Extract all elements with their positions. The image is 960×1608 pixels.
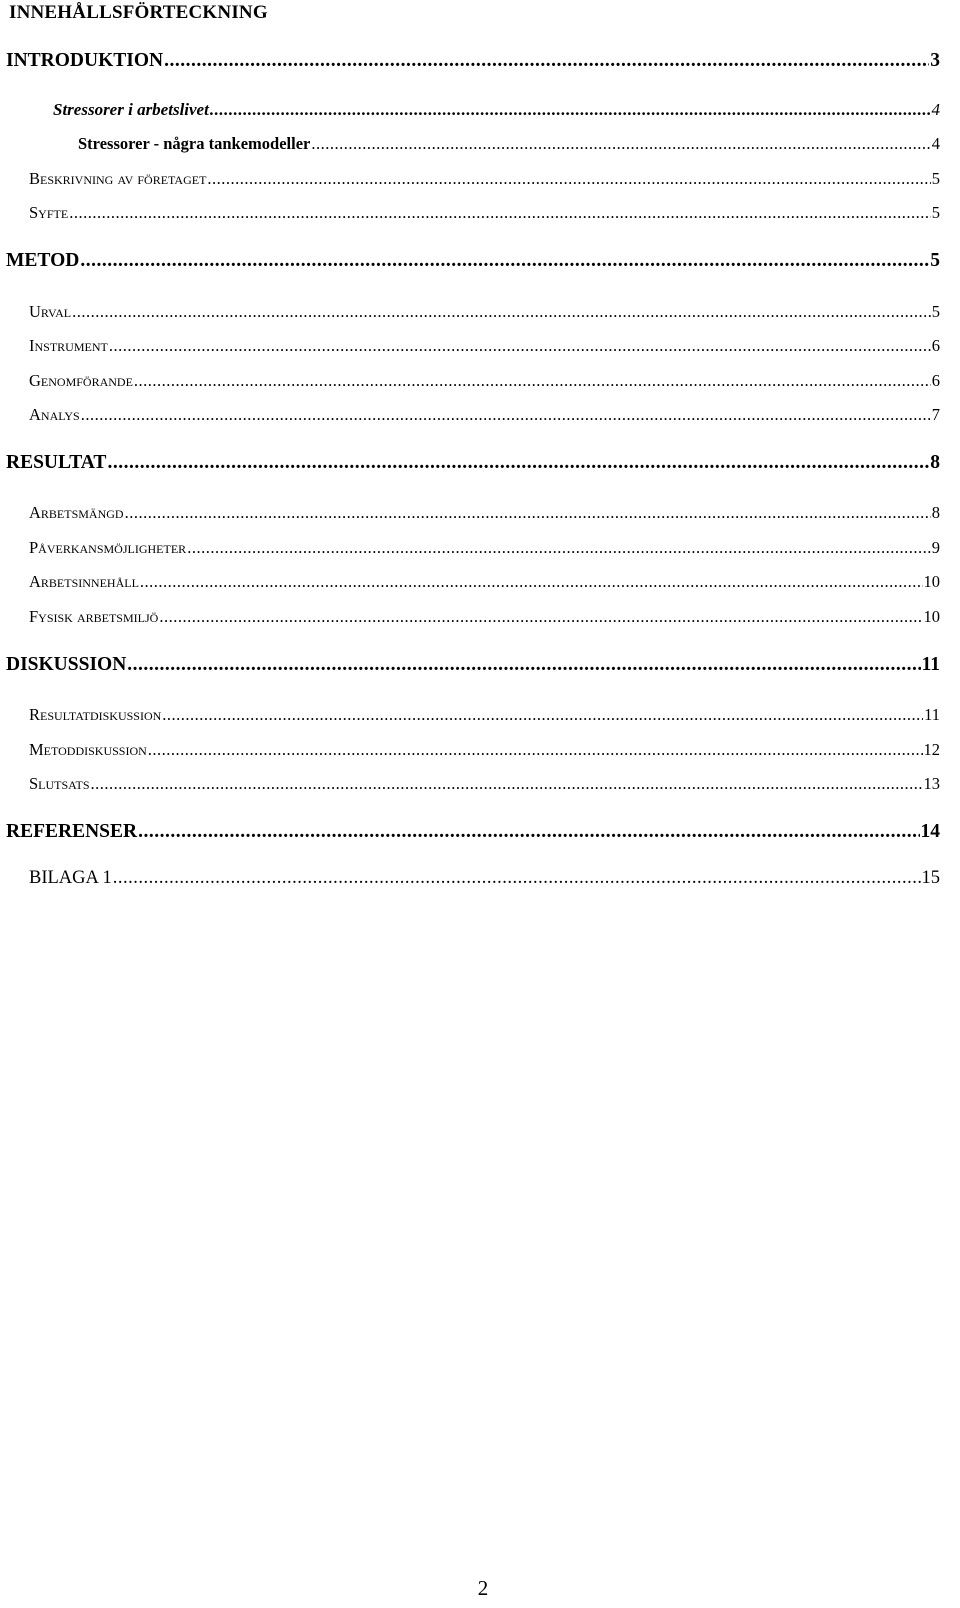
- toc-entry-label: Instrument: [29, 336, 108, 355]
- dot-leader: [113, 868, 921, 889]
- toc-entry-page: 9: [931, 538, 940, 557]
- dot-leader: [91, 774, 923, 794]
- toc-entry-slutsats[interactable]: [29, 774, 940, 794]
- toc-entry-metoddiskussion[interactable]: [29, 740, 940, 760]
- toc-entry-label: RESULTAT: [6, 452, 107, 473]
- dot-leader: [148, 740, 923, 760]
- toc-entry-fysisk-arbetsmiljo[interactable]: [29, 607, 940, 627]
- toc-entry-page: 13: [923, 774, 940, 793]
- dot-leader: [164, 50, 929, 72]
- toc-entry-diskussion[interactable]: [6, 654, 940, 676]
- toc-entry-label: Stressorer - några tankemodeller: [78, 134, 311, 153]
- toc-entry-page: 5: [931, 169, 940, 188]
- toc-entry-page: 4: [931, 134, 940, 153]
- toc-entry-label: Arbetsmängd: [29, 503, 124, 522]
- toc-entry-page: 11: [921, 654, 940, 675]
- toc-entry-label: Arbetsinnehåll: [29, 572, 139, 591]
- dot-leader: [80, 250, 929, 272]
- toc-entry-page: 14: [920, 821, 940, 842]
- toc-entry-page: 5: [930, 250, 940, 271]
- toc-entry-label: Stressorer i arbetslivet: [53, 100, 209, 119]
- toc-entry-label: METOD: [6, 250, 80, 271]
- toc-entry-instrument[interactable]: [29, 336, 940, 356]
- toc-entry-page: 6: [931, 371, 940, 390]
- dot-leader: [127, 654, 920, 676]
- toc-entry-resultat[interactable]: [6, 452, 940, 474]
- toc-entry-label: Urval: [29, 302, 72, 321]
- dot-leader: [162, 705, 923, 725]
- toc-entry-introduktion[interactable]: [6, 50, 940, 72]
- dot-leader: [134, 371, 931, 391]
- toc-entry-label: Påverkansmöjligheter: [29, 538, 187, 557]
- toc-entry-metod[interactable]: [6, 250, 940, 272]
- toc-entry-page: 5: [931, 203, 940, 222]
- toc-entry-label: BILAGA 1: [29, 868, 112, 888]
- toc-entry-stressorer-tankemodeller[interactable]: [78, 134, 940, 154]
- toc-entry-label: Genomförande: [29, 371, 133, 390]
- toc-entry-syfte[interactable]: [29, 203, 940, 223]
- toc-entry-urval[interactable]: [29, 302, 940, 322]
- dot-leader: [159, 607, 922, 627]
- toc-entry-label: INTRODUKTION: [6, 50, 164, 71]
- toc-entry-page: 6: [931, 336, 940, 355]
- toc-entry-page: 8: [930, 452, 940, 473]
- toc-entry-page: 4: [931, 100, 940, 119]
- dot-leader: [107, 452, 929, 474]
- toc-entry-label: Beskrivning av företaget: [29, 169, 207, 188]
- toc-title: INNEHÅLLSFÖRTECKNING: [9, 2, 268, 23]
- toc-entry-page: 3: [930, 50, 940, 71]
- toc-entry-label: Slutsats: [29, 774, 90, 793]
- toc-entry-page: 8: [931, 503, 940, 522]
- toc-entry-resultatdiskussion[interactable]: [29, 705, 940, 725]
- toc-entry-stressorer-i-arbetslivet[interactable]: [53, 100, 940, 120]
- toc-entry-referenser[interactable]: [6, 821, 940, 843]
- toc-entry-arbetsmangd[interactable]: [29, 503, 940, 523]
- dot-leader: [69, 203, 931, 223]
- dot-leader: [125, 503, 931, 523]
- dot-leader: [207, 169, 930, 189]
- toc-entry-label: Metoddiskussion: [29, 740, 147, 759]
- toc-entry-label: DISKUSSION: [6, 654, 127, 675]
- dot-leader: [138, 821, 919, 843]
- dot-leader: [210, 100, 931, 120]
- dot-leader: [72, 302, 931, 322]
- toc-entry-page: 15: [921, 868, 940, 888]
- dot-leader: [81, 405, 931, 425]
- toc-entry-label: Syfte: [29, 203, 69, 222]
- toc-entry-bilaga-1[interactable]: [29, 868, 940, 889]
- toc-entry-beskrivning-av-foretaget[interactable]: [29, 169, 940, 189]
- toc-entry-page: 11: [924, 705, 940, 724]
- toc-entry-page: 10: [923, 572, 940, 591]
- toc-entry-label: Resultatdiskussion: [29, 705, 162, 724]
- dot-leader: [187, 538, 931, 558]
- dot-leader: [311, 134, 930, 154]
- toc-entry-page: 7: [931, 405, 940, 424]
- toc-entry-analys[interactable]: [29, 405, 940, 425]
- toc-entry-label: Fysisk arbetsmiljö: [29, 607, 159, 626]
- toc-entry-page: 10: [923, 607, 940, 626]
- toc-entry-label: REFERENSER: [6, 821, 138, 842]
- toc-entry-paverkansmojligheter[interactable]: [29, 538, 940, 558]
- dot-leader: [140, 572, 923, 592]
- toc-entry-page: 5: [931, 302, 940, 321]
- toc-entry-page: 12: [923, 740, 940, 759]
- toc-entry-label: Analys: [29, 405, 80, 424]
- toc-entry-arbetsinnehall[interactable]: [29, 572, 940, 592]
- dot-leader: [109, 336, 931, 356]
- page-number: 2: [477, 1576, 489, 1600]
- toc-entry-genomforande[interactable]: [29, 371, 940, 391]
